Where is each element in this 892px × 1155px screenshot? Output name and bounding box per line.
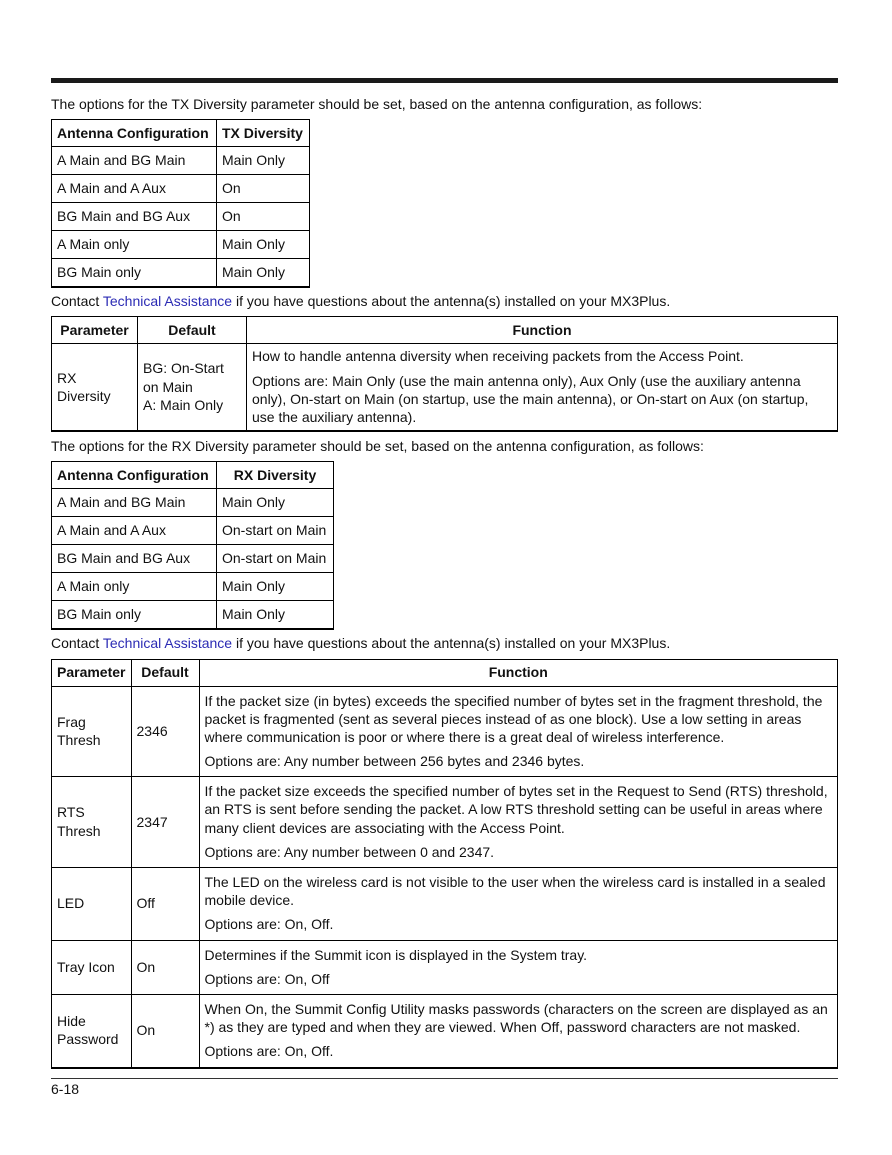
function-cell — [199, 868, 838, 941]
wireless-parameters-table — [51, 659, 838, 1069]
function-cell — [247, 344, 838, 431]
parameter-cell: RTS Thresh — [52, 777, 132, 868]
table-cell: On-start on Main — [217, 517, 334, 545]
table-cell: BG Main and BG Aux — [52, 203, 217, 231]
function-cell — [199, 686, 838, 777]
table-cell: On — [217, 203, 310, 231]
table-cell: A Main and A Aux — [52, 175, 217, 203]
table-row — [52, 573, 334, 601]
technical-assistance-link[interactable]: Technical Assistance — [102, 293, 233, 310]
table-row — [52, 259, 310, 288]
table-row — [52, 545, 334, 573]
function-options: Options are: On, Off. — [204, 1043, 334, 1060]
default-cell: On — [131, 940, 199, 994]
column-header: Function — [247, 317, 838, 344]
parameter-cell: LED — [52, 868, 132, 941]
function-description: When On, the Summit Config Utility masks passwords (characters on the screen are displayed as an *) as they are typed and when they are viewed. When Off, password characters are not masked. — [204, 1000, 828, 1036]
table-cell: Main Only — [217, 231, 310, 259]
table-cell: Main Only — [217, 147, 310, 175]
table-cell: A Main and BG Main — [52, 147, 217, 175]
default-cell: On — [131, 994, 199, 1067]
table-header-row — [52, 317, 838, 344]
table-row — [52, 175, 310, 203]
function-options: Options are: On, Off — [204, 970, 330, 987]
column-header: Parameter — [52, 659, 132, 686]
function-description: Determines if the Summit icon is displayed in the System tray. — [204, 946, 588, 963]
table-row — [52, 686, 838, 777]
function-description: How to handle antenna diversity when receiving packets from the Access Point. — [252, 348, 744, 365]
parameter-cell: Hide Password — [52, 994, 132, 1067]
table-row — [52, 517, 334, 545]
parameter-cell: Tray Icon — [52, 940, 132, 994]
technical-assistance-link[interactable]: Technical Assistance — [102, 635, 233, 652]
table-row — [52, 601, 334, 630]
function-options: Options are: On, Off. — [204, 916, 334, 933]
table-row — [52, 203, 310, 231]
page-content — [51, 92, 838, 1069]
table-row — [52, 994, 838, 1067]
table-header-row — [52, 462, 334, 489]
tx-intro-text: The options for the TX Diversity parameter should be set, based on the antenna configuration, as follows: — [51, 96, 703, 112]
function-description: If the packet size (in bytes) exceeds the specified number of bytes set in the fragment threshold, the packet is fragmented (sent as several pieces instead of as one block). Use a low setting in areas where communication is poor or where there is a great deal of wireless interference. — [204, 692, 823, 745]
table-cell: Main Only — [217, 573, 334, 601]
table-cell: A Main only — [52, 231, 217, 259]
table-cell: A Main and A Aux — [52, 517, 217, 545]
rx-diversity-parameter-table — [51, 316, 838, 432]
rx-diversity-table — [51, 461, 334, 630]
table-header-row — [52, 659, 838, 686]
table-row — [52, 940, 838, 994]
rx-intro-text: The options for the RX Diversity parameter should be set, based on the antenna configuration, as follows: — [51, 438, 704, 455]
column-header: Parameter — [52, 317, 138, 344]
tx-diversity-table — [51, 119, 310, 288]
table-cell: BG Main only — [52, 259, 217, 288]
table-row — [52, 868, 838, 941]
table-row — [52, 231, 310, 259]
table-cell: On-start on Main — [217, 545, 334, 573]
table-cell: A Main and BG Main — [52, 489, 217, 517]
page-number: 6-18 — [51, 1081, 80, 1097]
table-row — [52, 489, 334, 517]
contact-note — [51, 292, 838, 310]
table-row — [52, 344, 838, 431]
column-header: Antenna Configuration — [52, 462, 217, 489]
function-options: Options are: Main Only (use the main antenna only), Aux Only (use the auxiliary antenna only), On-start on Main (on startup, use the main antenna), or On-start on Aux (on startup, use the auxiliary antenna). — [252, 372, 809, 425]
contact-text: if you have questions about the antenna(s) installed on your MX3Plus. — [232, 293, 671, 310]
parameter-cell: Frag Thresh — [52, 686, 132, 777]
table-cell: A Main only — [52, 573, 217, 601]
default-cell: Off — [131, 868, 199, 941]
column-header: Antenna Configuration — [52, 120, 217, 147]
footer-rule — [51, 1078, 838, 1079]
column-header: TX Diversity — [217, 120, 310, 147]
column-header: Function — [199, 659, 838, 686]
header-rule — [51, 78, 838, 83]
table-cell: BG Main only — [52, 601, 217, 630]
table-cell: Main Only — [217, 601, 334, 630]
table-cell: On — [217, 175, 310, 203]
default-cell: 2347 — [131, 777, 199, 868]
parameter-cell: RX Diversity — [52, 344, 138, 431]
default-cell — [138, 344, 247, 431]
table-header-row — [52, 120, 310, 147]
function-cell — [199, 994, 838, 1067]
column-header: Default — [131, 659, 199, 686]
table-cell: Main Only — [217, 259, 310, 288]
function-cell — [199, 777, 838, 868]
table-cell: Main Only — [217, 489, 334, 517]
function-cell — [199, 940, 838, 994]
function-options: Options are: Any number between 0 and 2347. — [204, 843, 495, 860]
default-line: BG: On-Start on Main — [143, 360, 224, 395]
table-cell: BG Main and BG Aux — [52, 545, 217, 573]
contact-text: Contact — [51, 293, 103, 310]
default-line: A: Main Only — [143, 396, 224, 413]
contact-text: if you have questions about the antenna(s) installed on your MX3Plus. — [232, 635, 671, 652]
contact-text: Contact — [51, 635, 103, 652]
column-header: RX Diversity — [217, 462, 334, 489]
table-row — [52, 147, 310, 175]
function-description: If the packet size exceeds the specified number of bytes set in the Request to Send (RTS) threshold, an RTS is sent before sending the packet. A low RTS threshold setting can be useful in areas where many client devices are associating with the Access Point. — [204, 783, 828, 836]
default-cell: 2346 — [131, 686, 199, 777]
table-row — [52, 777, 838, 868]
column-header: Default — [138, 317, 247, 344]
function-options: Options are: Any number between 256 bytes and 2346 bytes. — [204, 753, 585, 770]
function-description: The LED on the wireless card is not visible to the user when the wireless card is installed in a sealed mobile device. — [204, 874, 826, 909]
contact-note — [51, 634, 838, 652]
